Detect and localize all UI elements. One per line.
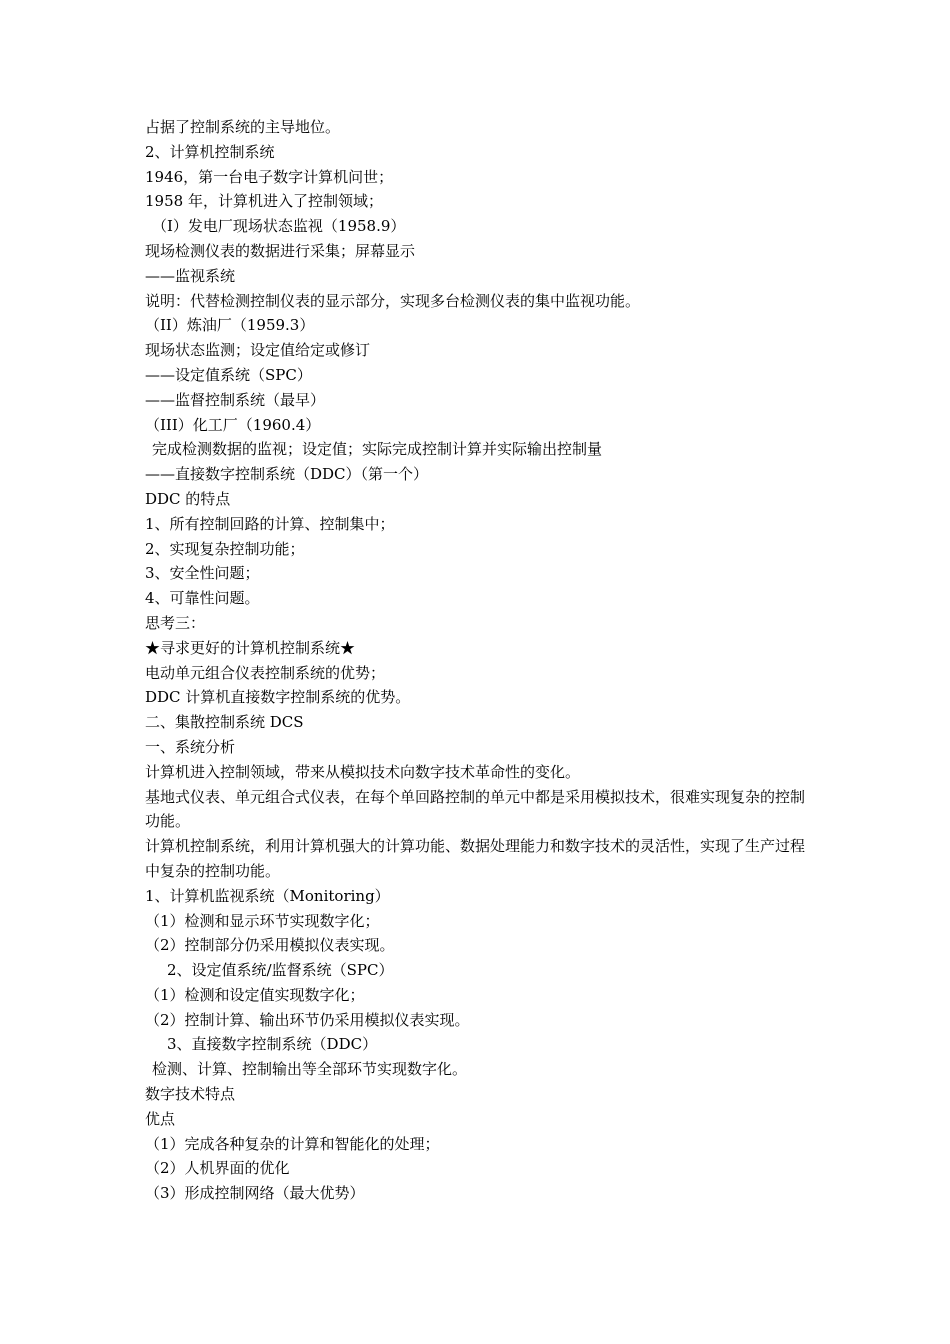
text-line: 思考三： <box>145 613 206 632</box>
text-line: 1、计算机监视系统（Monitoring） <box>145 886 390 905</box>
text-line: （1）检测和显示环节实现数字化； <box>145 911 380 930</box>
text-line: 电动单元组合仪表控制系统的优势； <box>145 663 386 682</box>
text-line: 二、集散控制系统 DCS <box>145 713 304 732</box>
text-line: DDC 计算机直接数字控制系统的优势。 <box>145 688 411 707</box>
text-line: 检测、计算、控制输出等全部环节实现数字化。 <box>152 1060 468 1079</box>
text-line: 一、系统分析 <box>145 737 236 756</box>
text-line: DDC 的特点 <box>145 489 231 508</box>
text-line: 3、安全性问题； <box>145 564 260 583</box>
text-line: （3）形成控制网络（最大优势） <box>145 1184 365 1203</box>
text-line: ——监视系统 <box>145 266 236 285</box>
text-line: 计算机控制系统，利用计算机强大的计算功能、数据处理能力和数字技术的灵活性，实现了生产过程中复杂的控制功能。 <box>145 837 806 880</box>
text-line: 优点 <box>145 1109 176 1128</box>
text-line: （2）人机界面的优化 <box>145 1159 290 1178</box>
text-line: 3、直接数字控制系统（DDC） <box>167 1035 378 1054</box>
text-line: （I）发电厂现场状态监视（1958.9） <box>152 217 406 236</box>
text-line: 数字技术特点 <box>145 1085 236 1104</box>
text-line: 说明：代替检测控制仪表的显示部分，实现多台检测仪表的集中监视功能。 <box>145 291 641 310</box>
text-line: 4、可靠性问题。 <box>145 589 260 608</box>
text-line: 1、所有控制回路的计算、控制集中； <box>145 514 395 533</box>
text-line: （2）控制计算、输出环节仍采用模拟仪表实现。 <box>145 1010 470 1029</box>
text-line: （1）完成各种复杂的计算和智能化的处理； <box>145 1134 440 1153</box>
text-line: （III）化工厂（1960.4） <box>145 415 321 434</box>
text-line: 基地式仪表、单元组合式仪表，在每个单回路控制的单元中都是采用模拟技术，很难实现复杂的控制功能。 <box>145 787 806 831</box>
text-line: （2）控制部分仍采用模拟仪表实现。 <box>145 936 395 955</box>
text-line: 2、设定值系统/监督系统（SPC） <box>167 961 394 980</box>
text-line: 1946，第一台电子数字计算机问世； <box>145 167 394 186</box>
text-line: ——设定值系统（SPC） <box>145 365 312 384</box>
text-line: ——监督控制系统（最早） <box>145 390 326 409</box>
text-line: （1）检测和设定值实现数字化； <box>145 985 365 1004</box>
document-page <box>145 115 815 1206</box>
text-line: 现场检测仪表的数据进行采集；屏幕显示 <box>145 241 416 260</box>
text-line: ★寻求更好的计算机控制系统★ <box>145 638 356 657</box>
text-line: 2、计算机控制系统 <box>145 142 275 161</box>
text-line: 计算机进入控制领域，带来从模拟技术向数字技术革命性的变化。 <box>145 762 581 781</box>
text-line: 2、实现复杂控制功能； <box>145 539 305 558</box>
text-line: 现场状态监测；设定值给定或修订 <box>145 341 371 360</box>
text-line: 1958 年，计算机进入了控制领域； <box>145 192 383 211</box>
text-line: 完成检测数据的监视；设定值；实际完成控制计算并实际输出控制量 <box>152 440 603 459</box>
text-line: ——直接数字控制系统（DDC）（第一个） <box>145 465 429 484</box>
text-line: 占据了控制系统的主导地位。 <box>145 118 341 136</box>
text-line: （II）炼油厂（1959.3） <box>145 316 315 335</box>
